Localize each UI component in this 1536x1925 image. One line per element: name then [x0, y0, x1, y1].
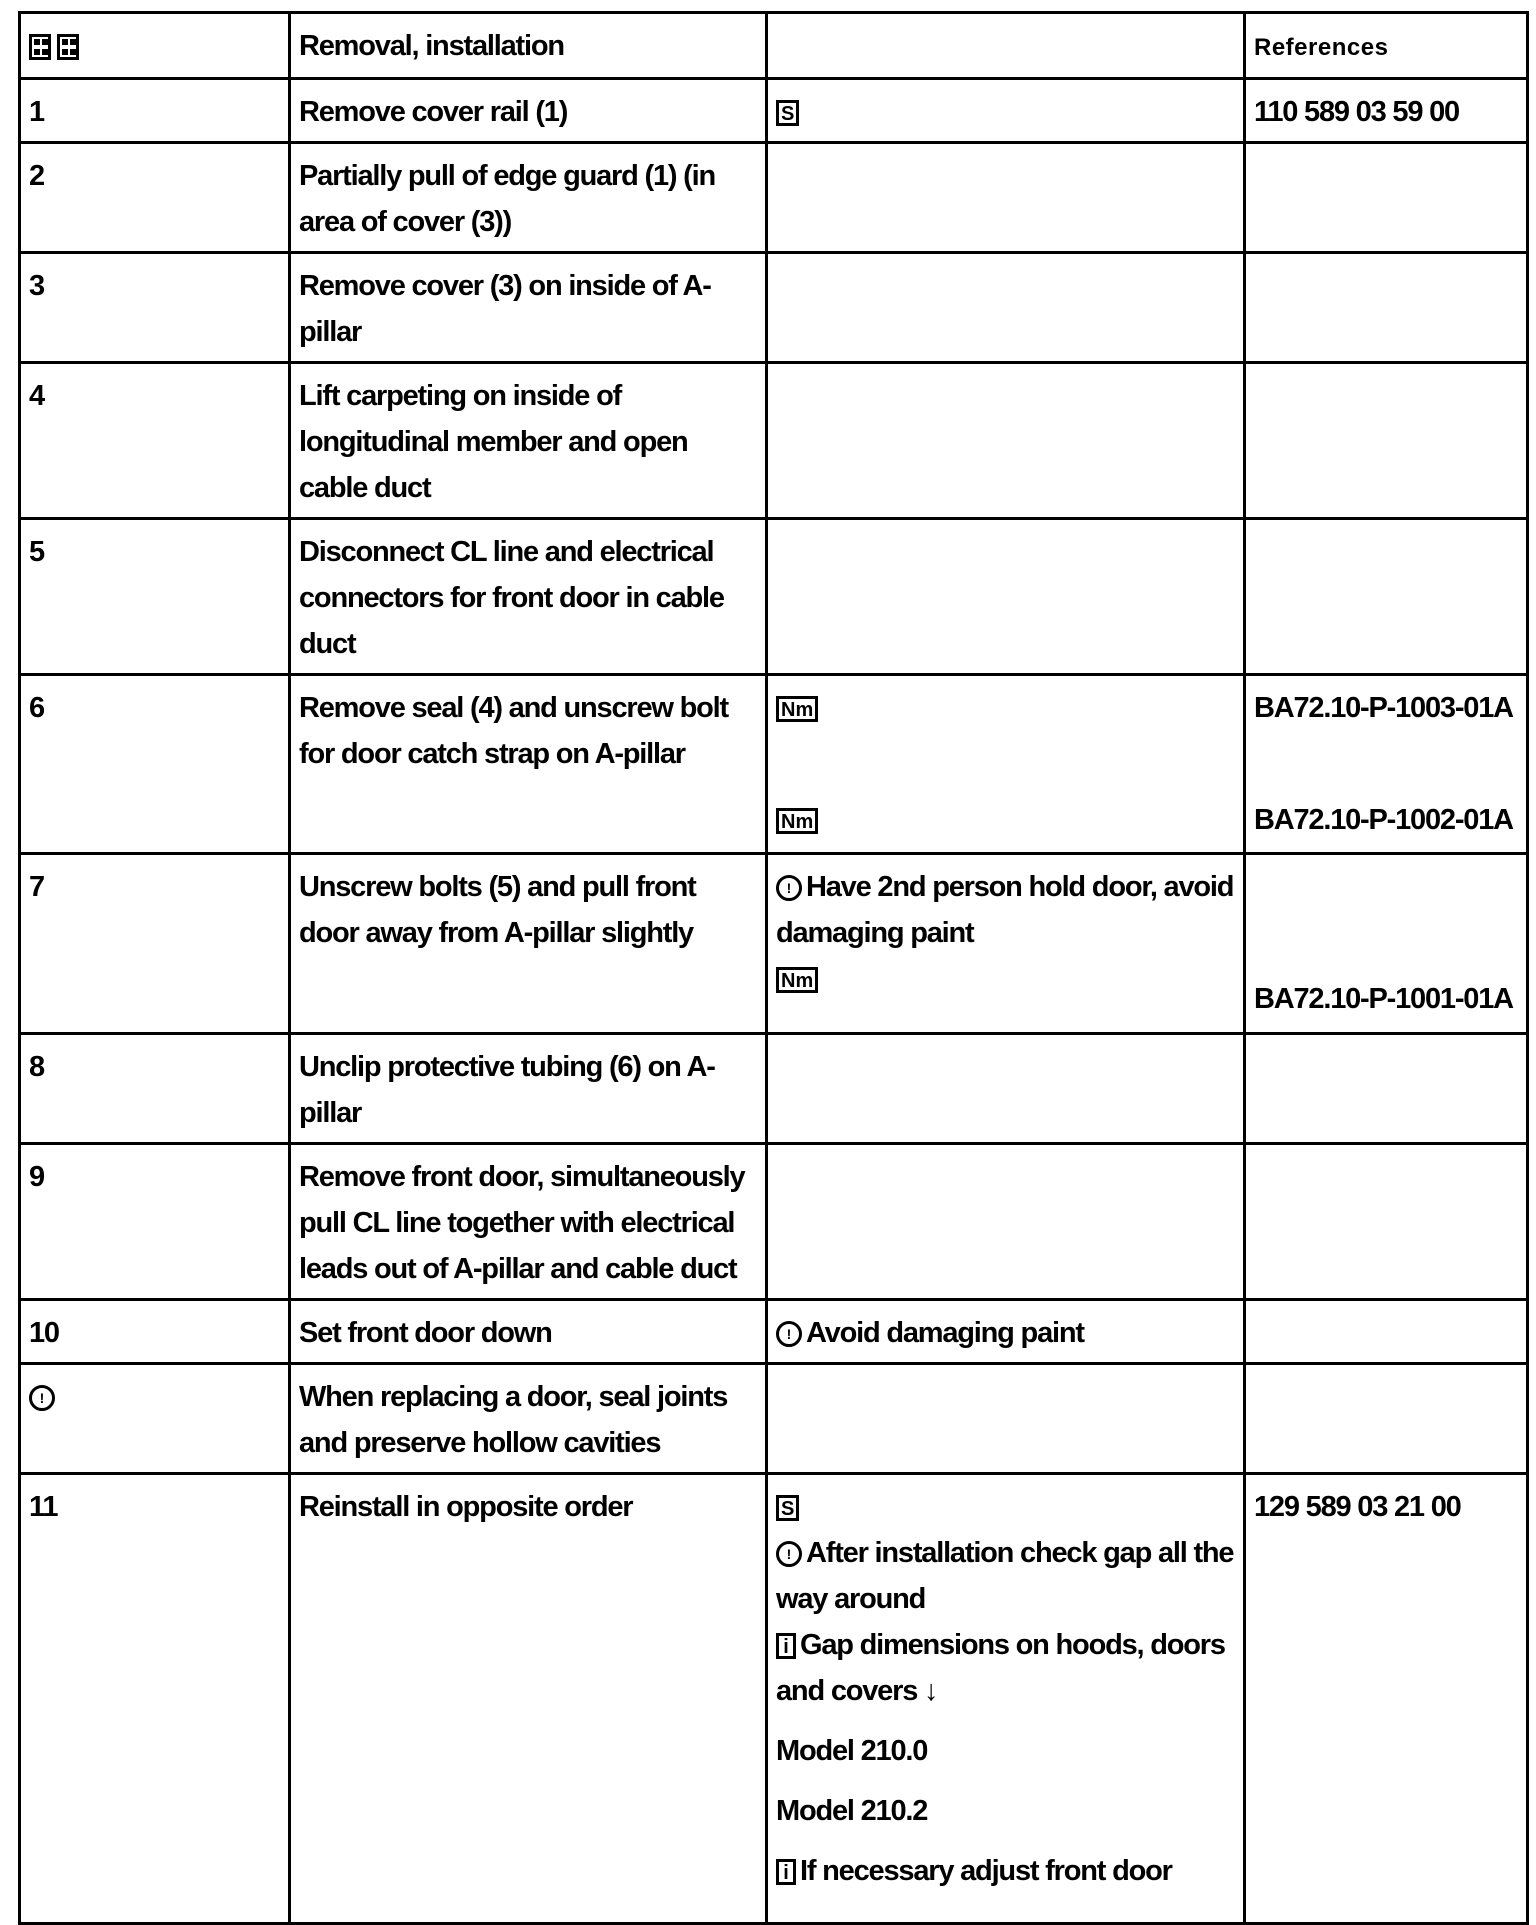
step-number: 10: [29, 1317, 59, 1349]
step-description: Reinstall in opposite order: [299, 1491, 633, 1523]
model-link[interactable]: Model 210.0: [776, 1735, 928, 1767]
step-number: 3: [29, 270, 44, 302]
reference-link[interactable]: BA72.10-P-1002-01A: [1254, 804, 1513, 836]
torque-icon: Nm: [776, 808, 818, 834]
step-description: Remove front door, simultaneously pull CL line together with electrical leads out of A-pillar and cable duct: [299, 1161, 745, 1285]
header-desc: Removal, installation: [299, 30, 564, 62]
special-tool-icon: S: [776, 100, 799, 126]
step-number: 4: [29, 380, 44, 412]
step-note: Have 2nd person hold door, avoid damaging paint: [776, 871, 1234, 949]
table-row: [20, 1144, 1528, 1300]
reference-link[interactable]: 129 589 03 21 00: [1254, 1491, 1461, 1523]
info-icon: i: [776, 1633, 796, 1659]
step-description: Lift carpeting on inside of longitudinal member and open cable duct: [299, 380, 688, 504]
step-number: 11: [29, 1491, 58, 1523]
step-description: Set front door down: [299, 1317, 552, 1349]
step-number: 7: [29, 871, 44, 903]
table-row: [20, 1034, 1528, 1144]
header-ref-cell: [1245, 13, 1528, 79]
step-description: Remove cover rail (1): [299, 96, 568, 128]
note-icon: !: [776, 875, 802, 901]
header-step-cell: [20, 13, 290, 79]
header-desc-cell: [290, 13, 767, 79]
step-number: 9: [29, 1161, 44, 1193]
table-row: [20, 675, 1528, 854]
table-header-row: [20, 13, 1528, 79]
note-icon: !: [29, 1385, 55, 1411]
step-number: 8: [29, 1051, 44, 1083]
info-link[interactable]: Gap dimensions on hoods, doors and covers ↓: [776, 1629, 1225, 1707]
special-tool-icon: S: [776, 1495, 799, 1521]
step-number: 5: [29, 536, 44, 568]
step-description: Remove cover (3) on inside of A-pillar: [299, 270, 711, 348]
table-row: [20, 143, 1528, 253]
step-description: Partially pull of edge guard (1) (in area of cover (3)): [299, 160, 716, 238]
reference-link[interactable]: BA72.10-P-1003-01A: [1254, 692, 1513, 724]
step-description: When replacing a door, seal joints and preserve hollow cavities: [299, 1381, 728, 1459]
note-icon: !: [776, 1541, 802, 1567]
warning-grid-icon: [29, 34, 51, 60]
header-note-cell: [767, 13, 1245, 79]
model-link[interactable]: Model 210.2: [776, 1795, 928, 1827]
info-icon: i: [776, 1859, 796, 1885]
table-row: [20, 1300, 1528, 1364]
table-row: [20, 363, 1528, 519]
step-number: 2: [29, 160, 44, 192]
step-description: Unclip protective tubing (6) on A-pillar: [299, 1051, 715, 1129]
torque-icon: Nm: [776, 696, 818, 722]
table-row: [20, 79, 1528, 143]
step-description: Unscrew bolts (5) and pull front door away from A-pillar slightly: [299, 871, 696, 949]
table-row: [20, 1474, 1528, 1924]
step-description: Remove seal (4) and unscrew bolt for door catch strap on A-pillar: [299, 692, 728, 770]
torque-icon: Nm: [776, 967, 818, 993]
step-note: Avoid damaging paint: [806, 1317, 1084, 1349]
info-link[interactable]: If necessary adjust front door: [800, 1855, 1172, 1887]
reference-link[interactable]: 110 589 03 59 00: [1254, 96, 1459, 128]
table-row: [20, 854, 1528, 1034]
header-references: References: [1254, 34, 1389, 61]
table-row: [20, 1364, 1528, 1474]
procedure-table: [18, 11, 1529, 1925]
step-number: 6: [29, 692, 44, 724]
table-row: [20, 519, 1528, 675]
table-row: [20, 253, 1528, 363]
note-icon: !: [776, 1321, 802, 1347]
reference-link[interactable]: BA72.10-P-1001-01A: [1254, 983, 1513, 1015]
warning-grid-icon: [57, 34, 79, 60]
step-number: 1: [29, 96, 44, 128]
step-description: Disconnect CL line and electrical connectors for front door in cable duct: [299, 536, 724, 660]
step-note: After installation check gap all the way around: [776, 1537, 1234, 1615]
